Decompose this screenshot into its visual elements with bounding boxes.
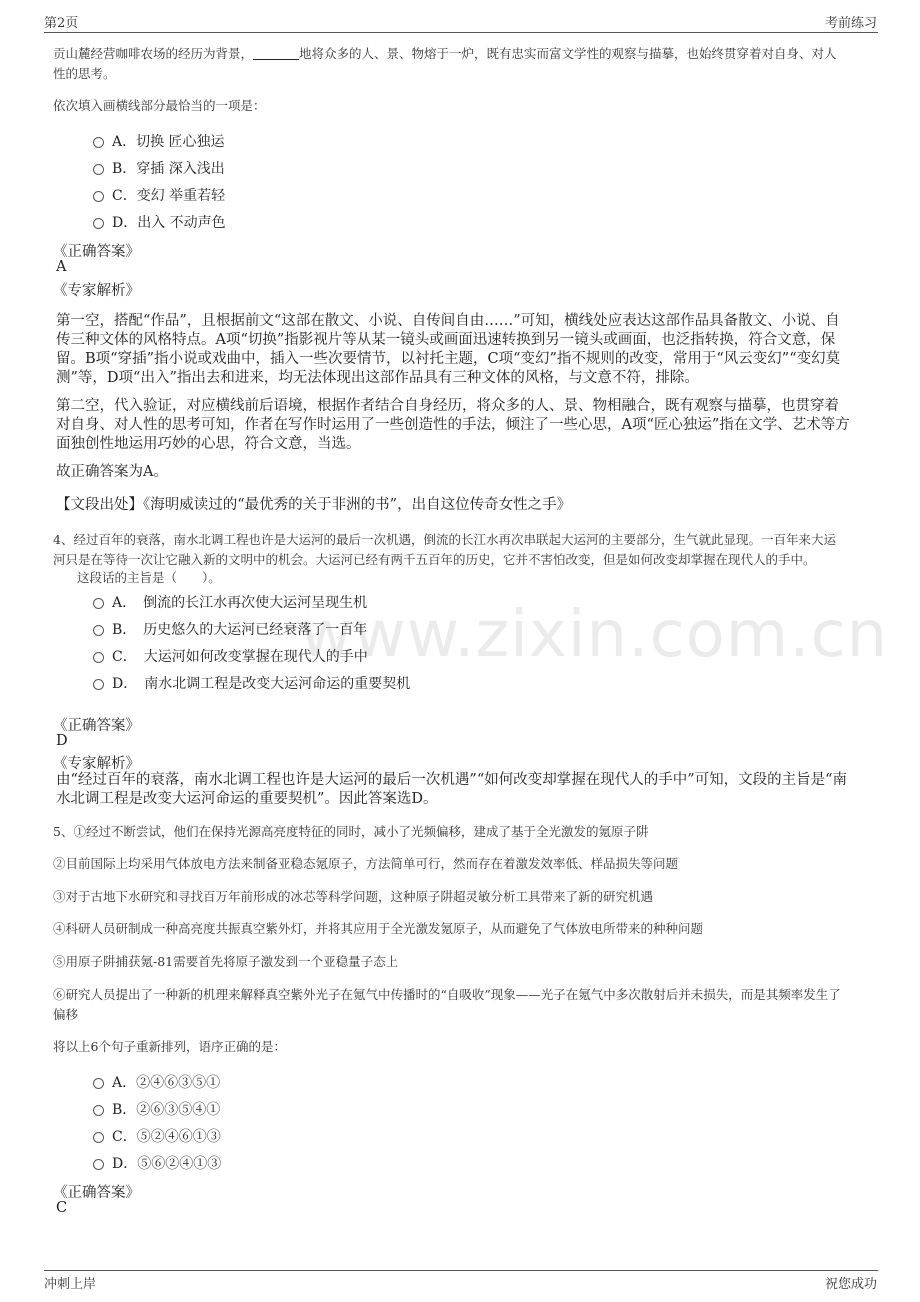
header-title: 考前练习 bbox=[824, 16, 877, 31]
q3-option-d[interactable]: D．出入 不动声色 bbox=[93, 212, 226, 232]
radio-icon[interactable] bbox=[93, 164, 104, 175]
q4-option-c[interactable]: C． 大运河如何改变掌握在现代人的手中 bbox=[93, 646, 368, 666]
q5-prompt: 将以上6个句子重新排列，语序正确的是： bbox=[53, 1039, 286, 1054]
radio-icon[interactable] bbox=[93, 1105, 104, 1116]
radio-icon[interactable] bbox=[93, 137, 104, 148]
radio-icon[interactable] bbox=[93, 218, 104, 229]
q3-answer-label: 《正确答案》 bbox=[53, 244, 140, 260]
q5-sentence-5: ⑤用原子阱捕获氪-81需要首先将原子激发到一个亚稳量子态上 bbox=[53, 954, 399, 969]
q5-option-a[interactable]: A．②④⑥③⑤① bbox=[93, 1072, 220, 1092]
radio-icon[interactable] bbox=[93, 652, 104, 663]
q4-answer-label: 《正确答案》 bbox=[53, 718, 140, 734]
q3-stem bbox=[53, 44, 873, 84]
q3-option-b[interactable]: B．穿插 深入浅出 bbox=[93, 158, 225, 178]
q5-sentence-6: ⑥研究人员提出了一种新的机理来解释真空紫外光子在氪气中传播时的“自吸收”现象——光子在氪气中多次散射后并未损失，而是其频率发生了 偏移 bbox=[53, 987, 841, 1022]
q5-sentence-1: 5、①经过不断尝试，他们在保持光源高亮度特征的同时，减小了光频偏移，建成了基于全光激发的氪原子阱 bbox=[53, 824, 649, 839]
q4-analysis: 由“经过百年的衰落，南水北调工程也许是大运河的最后一次机遇”“如何改变却掌握在现代人的手中”可知，文段的主旨是“南 水北调工程是改变大运河命运的重要契机”。因此答案选D。 bbox=[56, 772, 848, 807]
q4-option-d[interactable]: D． 南水北调工程是改变大运河命运的重要契机 bbox=[93, 673, 410, 693]
q5-option-c[interactable]: C．⑤②④⑥①③ bbox=[93, 1126, 221, 1146]
header-rule bbox=[44, 32, 878, 33]
q3-option-c[interactable]: C．变幻 举重若轻 bbox=[93, 185, 225, 205]
radio-icon[interactable] bbox=[93, 191, 104, 202]
q5-sentence-2: ②目前国际上均采用气体放电方法来制备亚稳态氪原子，方法简单可行，然而存在着激发效率低、样品损失等问题 bbox=[53, 856, 679, 871]
q4-prompt: 这段话的主旨是（ ）。 bbox=[77, 570, 221, 585]
q3-analysis-p2: 第二空，代入验证，对应横线前后语境，根据作者结合自身经历，将众多的人、景、物相融合，既有观察与描摹，也贯穿着 对自身、对人性的思考可知，作者在写作时运用了一些创造性的手法，倾注了一些心思，A项“匠心独运”指在文学、艺术等方 面独创性地运用巧妙的心思，符合文意，当选。 bbox=[56, 398, 850, 452]
footer-left: 冲刺上岸 bbox=[44, 1277, 97, 1292]
q5-option-b[interactable]: B．②⑥③⑤④① bbox=[93, 1099, 220, 1119]
q3-blank bbox=[253, 47, 299, 60]
q3-prompt: 依次填入画横线部分最恰当的一项是： bbox=[53, 98, 266, 113]
watermark: www.zixin.com.cn bbox=[300, 598, 889, 672]
q3-analysis-label: 《专家解析》 bbox=[53, 283, 140, 299]
q3-stem-line2: 性的思考。 bbox=[53, 66, 116, 81]
q5-sentence-3: ③对于古地下水研究和寻找百万年前形成的冰芯等科学问题，这种原子阱超灵敏分析工具带来了新的研究机遇 bbox=[53, 889, 654, 904]
radio-icon[interactable] bbox=[93, 1159, 104, 1170]
q3-source: 【文段出处】《海明威读过的“最优秀的关于非洲的书”，出自这位传奇女性之手》 bbox=[56, 497, 572, 513]
footer-rule bbox=[44, 1270, 878, 1271]
q5-sentence-4: ④科研人员研制成一种高亮度共振真空紫外灯，并将其应用于全光激发氪原子，从而避免了气体放电所带来的种种问题 bbox=[53, 921, 704, 936]
q4-option-a[interactable]: A． 倒流的长江水再次使大运河呈现生机 bbox=[93, 592, 367, 612]
q3-option-a[interactable]: A．切换 匠心独运 bbox=[93, 131, 225, 151]
q3-conclusion: 故正确答案为A。 bbox=[56, 464, 168, 480]
q3-analysis-p1: 第一空，搭配“作品”，且根据前文“这部在散文、小说、自传间自由……”可知，横线处应表达这部作品具备散文、小说、自 传三种文体的风格特点。A项“切换”指影视片等从某一镜头或画面迅速转换到另一镜头或画面，也泛指转换，符合文意，保 留。B项“穿插”指小说或戏曲中，插入一些次要情节，以衬托主题，C项“变幻”指不规则的改变，常用于“风云变幻”“变幻莫 测”等，D项“出入”指出去和进来，均无法体现出这部作品具有三种文体的风格，与文意不符，排除。 bbox=[56, 313, 841, 386]
q5-option-d[interactable]: D．⑤⑥②④①③ bbox=[93, 1153, 221, 1173]
q4-stem: 4、经过百年的衰落，南水北调工程也许是大运河的最后一次机遇，倒流的长江水再次串联起大运河的主要部分，生气就此显现。一百年来大运 河只是在等待一次让它融入新的文明中的机会。大运河已经有两千五百年的历史，它并不害怕改变，但是如何改变却掌握在现代人的手中。 bbox=[53, 532, 836, 567]
q3-stem-after: 地将众多的人、景、物熔于一炉，既有忠实而富文学性的观察与描摹，也始终贯穿着对自身、对人 bbox=[299, 46, 837, 61]
q3-answer: A bbox=[56, 259, 67, 275]
radio-icon[interactable] bbox=[93, 1132, 104, 1143]
q5-answer: C bbox=[56, 1200, 68, 1216]
radio-icon[interactable] bbox=[93, 1078, 104, 1089]
footer-right: 祝您成功 bbox=[824, 1277, 877, 1292]
radio-icon[interactable] bbox=[93, 625, 104, 636]
q4-option-b[interactable]: B． 历史悠久的大运河已经衰落了一百年 bbox=[93, 619, 367, 639]
q3-stem-before: 贡山麓经营咖啡农场的经历为背景， bbox=[53, 46, 254, 61]
page-number: 第2页 bbox=[44, 16, 79, 31]
radio-icon[interactable] bbox=[93, 598, 104, 609]
q4-answer: D bbox=[56, 733, 68, 749]
q4-analysis-label: 《专家解析》 bbox=[53, 756, 140, 772]
radio-icon[interactable] bbox=[93, 679, 104, 690]
q5-answer-label: 《正确答案》 bbox=[53, 1185, 140, 1201]
